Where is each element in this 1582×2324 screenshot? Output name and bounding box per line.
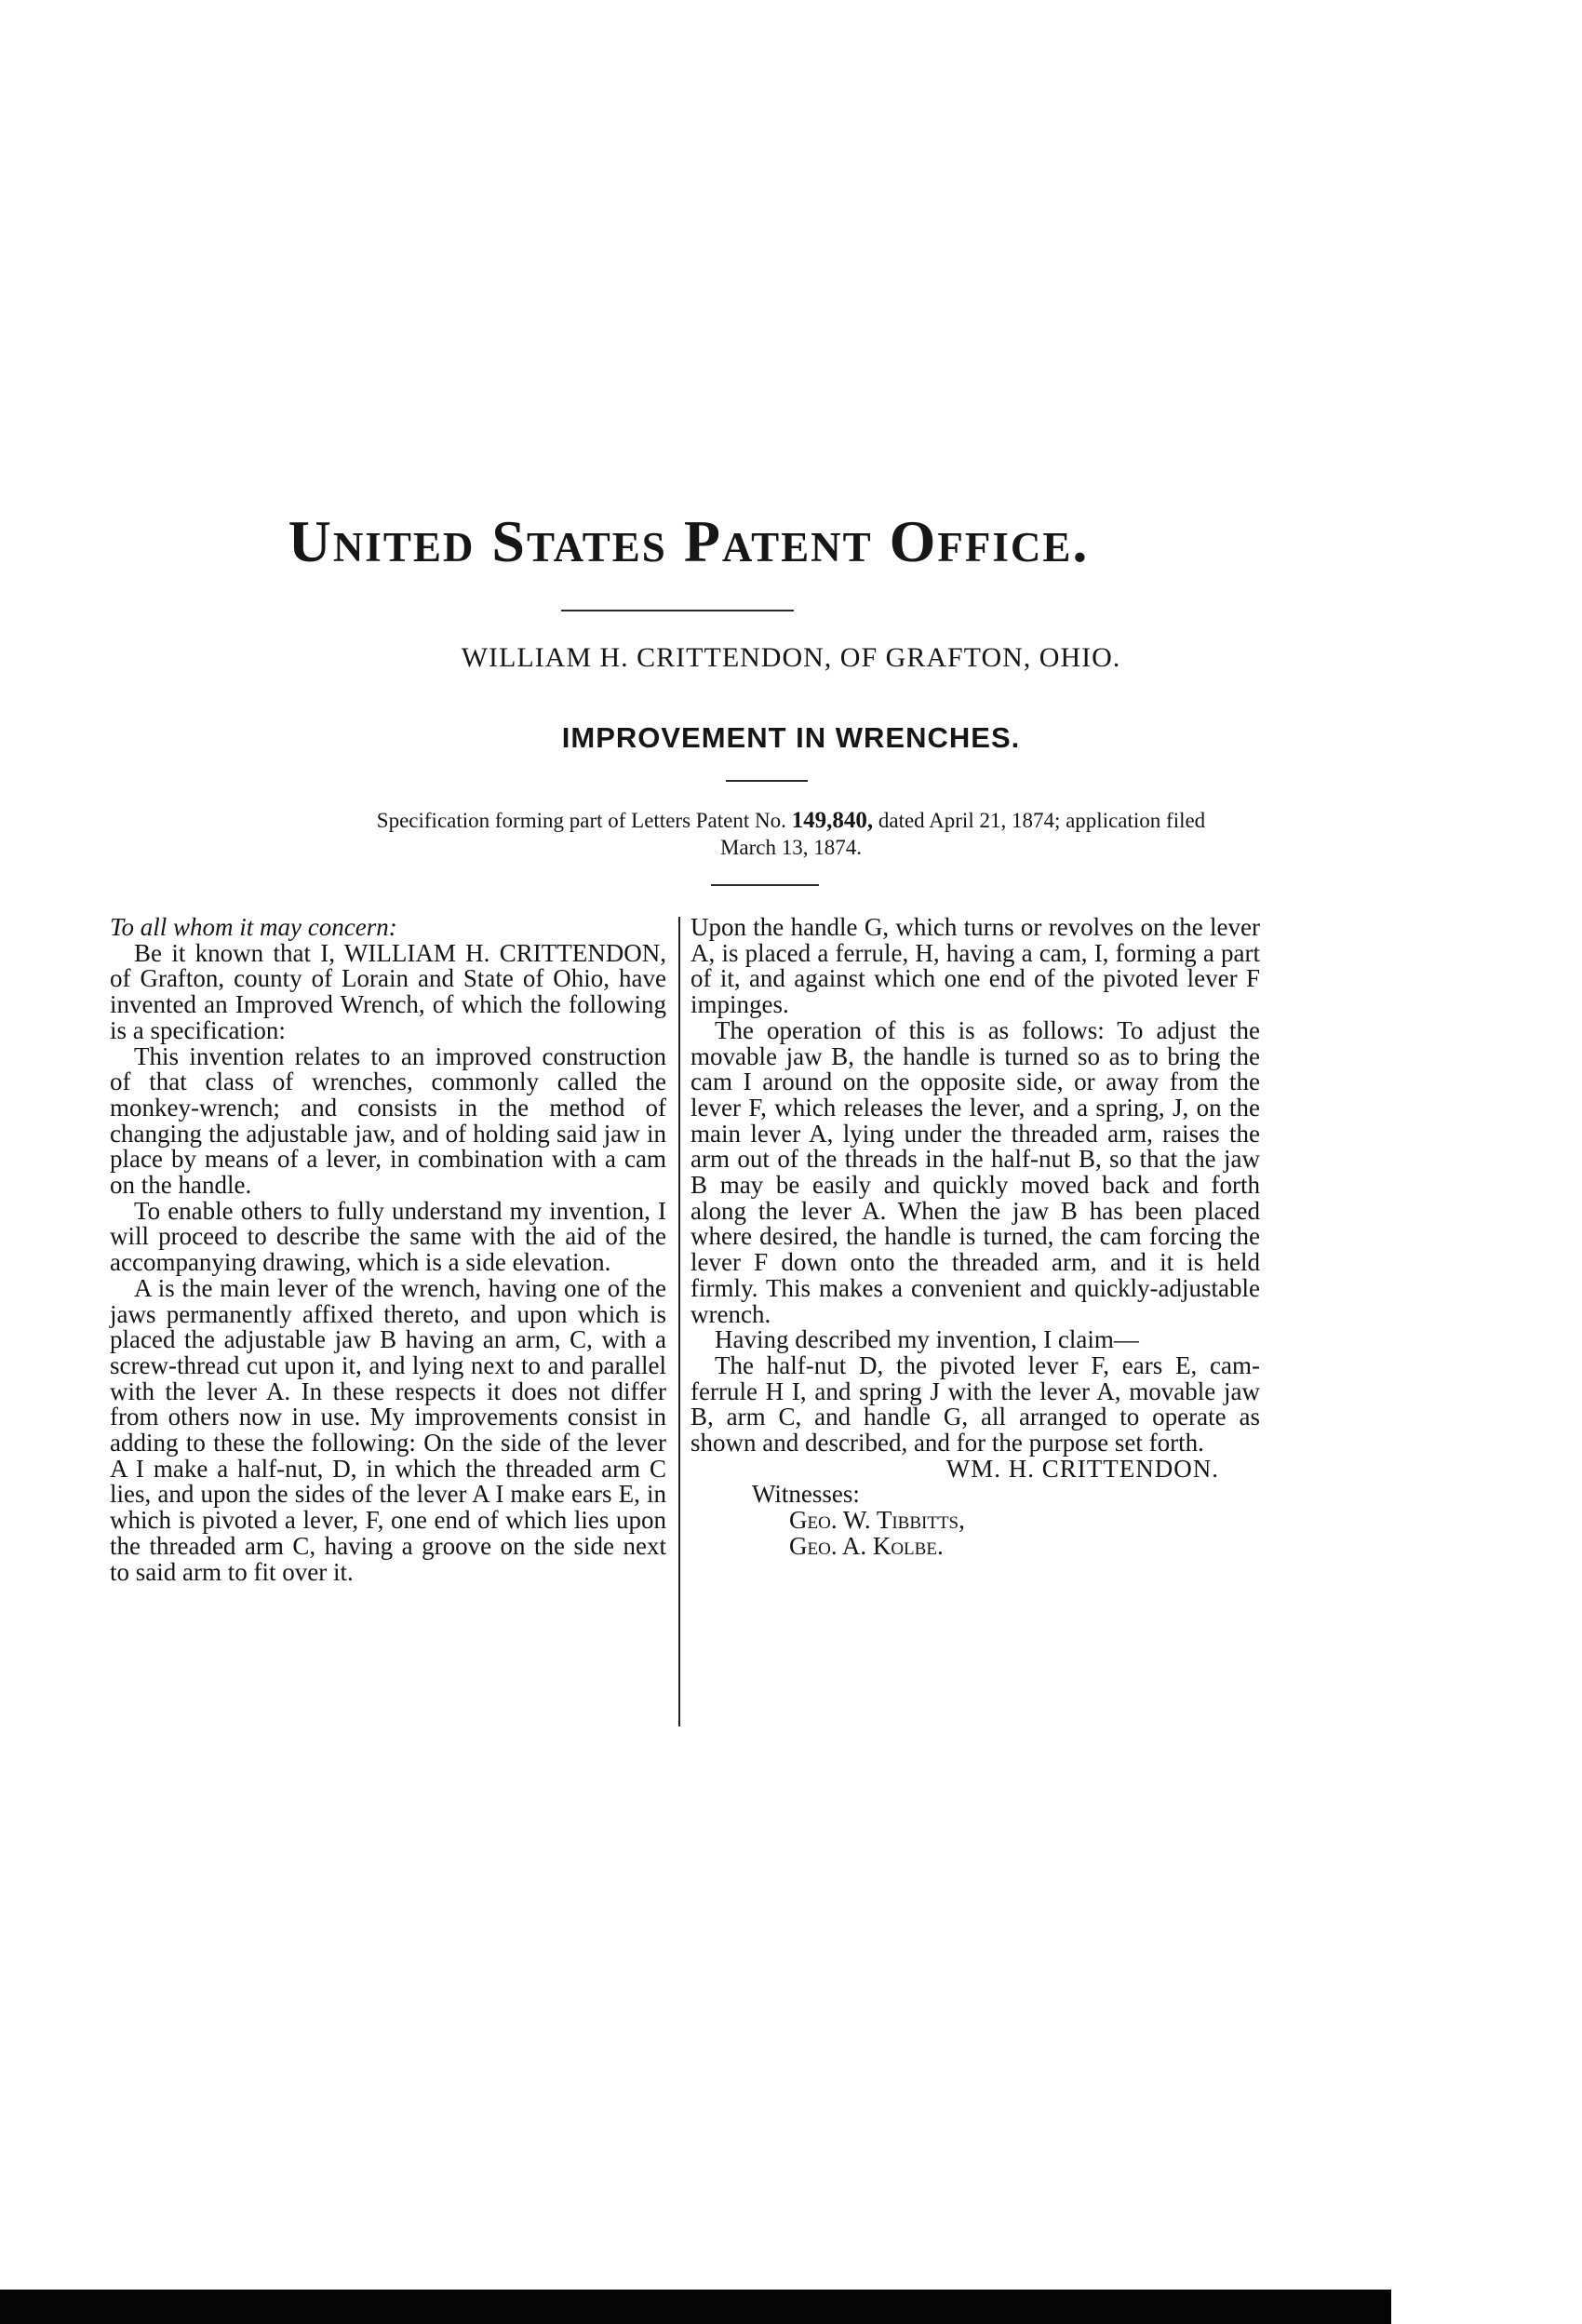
spec-prefix: Specification forming part of Letters Patent No. <box>376 809 786 832</box>
claim-paragraph: The half-nut D, the pivoted lever F, ears E, cam-ferrule H I, and spring J with the lever A, movable jaw B, arm C, and handle G, all arranged to operate as shown and described, and for the purpose set forth. <box>690 1350 1260 1458</box>
subtitle-rule <box>726 780 808 782</box>
witness-name: Geo. W. Tibbitts, <box>789 1506 965 1535</box>
invention-title: IMPROVEMENT IN WRENCHES. <box>561 721 1021 754</box>
spec-suffix: dated April 21, 1874; application filed <box>878 809 1206 832</box>
spec-line-2: March 13, 1874. <box>719 836 863 859</box>
paragraph: To enable others to fully understand my invention, I will proceed to describe the same with the aid of the accompanying drawing, which is a side elevation. <box>110 1196 666 1277</box>
witnesses-label: Witnesses: <box>752 1480 860 1509</box>
scan-edge-bar <box>0 2290 1391 2324</box>
paragraph: Having described my invention, I claim— <box>715 1325 1139 1354</box>
patent-number: 149,840, <box>791 808 874 833</box>
right-column <box>690 915 1260 1560</box>
inventor-line: WILLIAM H. CRITTENDON, OF GRAFTON, OHIO. <box>461 642 1121 673</box>
left-column <box>110 915 666 1585</box>
paragraph: Be it known that I, WILLIAM H. CRITTENDON, of Grafton, county of Lorain and State of Ohio, have invented an Improved Wrench, of which the following is a specification: <box>110 938 666 1044</box>
signature: WM. H. CRITTENDON. <box>945 1454 1219 1483</box>
witness-name: Geo. A. Kolbe. <box>789 1531 944 1560</box>
paragraph: A is the main lever of the wrench, having one of the jaws permanently affixed thereto, and upon which is placed the adjustable jaw B having an arm, C, with a screw-thread cut upon it, and lying next to and parallel with the lever A. In these respects it does not differ from others now in use. My improvements consist in adding to these the following: On the side of the lever A I make a half-nut, D, in which the threaded arm C lies, and upon the sides of the lever A I make ears E, in which is pivoted a lever, F, one end of which lies upon the threaded arm C, having a groove on the side next to said arm to fit over it. <box>110 1273 666 1586</box>
paragraph: The operation of this is as follows: To adjust the movable jaw B, the handle is turned so as to bring the cam I around on the opposite side, or away from the lever F, which releases the lever, and a spring, J, on the main lever A, lying under the threaded arm, raises the arm out of the threads in the half-nut B, so that the jaw B may be easily and quickly moved back and forth along the lever A. When the jaw B has been placed where desired, the handle is turned, the cam forcing the lever F down onto the threaded arm, and it is held firmly. This makes a convenient and quickly-adjustable wrench. <box>690 1015 1260 1328</box>
spec-rule <box>711 884 819 886</box>
salutation: To all whom it may concern: <box>110 913 397 941</box>
column-divider <box>678 917 680 1726</box>
paragraph: This invention relates to an improved construction of that class of wrenches, commonly called the monkey-wrench; and consists in the method of changing the adjustable jaw, and of holding said jaw in place by means of a lever, in combination with a cam on the handle. <box>110 1041 666 1200</box>
spec-line <box>140 808 1442 834</box>
office-title: United States Patent Office. <box>288 508 1090 574</box>
paragraph: Upon the handle G, which turns or revolves on the lever A, is placed a ferrule, H, having a cam, I, forming a part of it, and against which one end of the pivoted lever F impinges. <box>690 913 1260 1019</box>
title-rule <box>561 610 794 611</box>
